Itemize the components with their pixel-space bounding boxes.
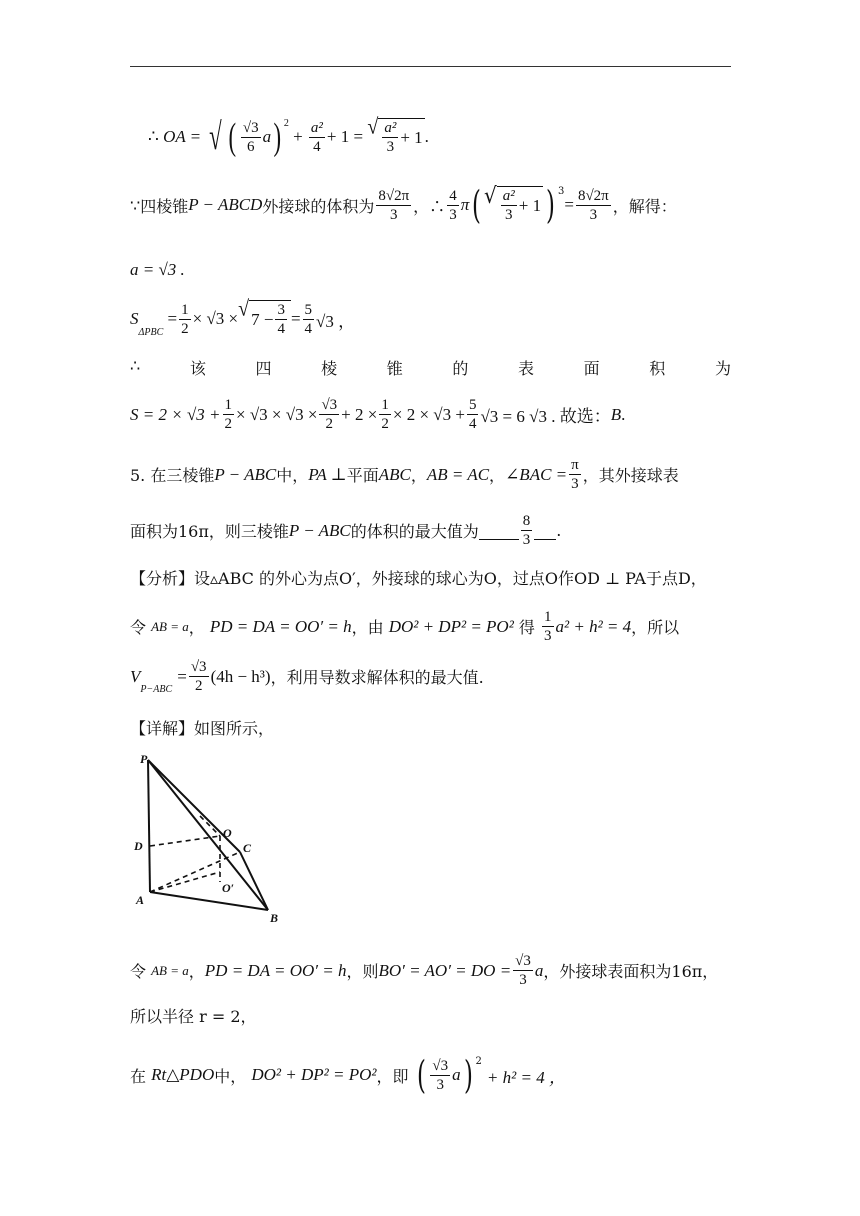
den: 3	[571, 476, 579, 492]
fraction	[576, 187, 611, 224]
text: 【分析】设▵ABC 的外心为点O′，外接球的球心为O，过点O作OD ⊥ PA于点D，	[130, 569, 707, 588]
answer: B	[610, 404, 622, 424]
exponent: 3	[557, 186, 565, 197]
label-a: A	[136, 893, 145, 907]
solid-edges	[148, 760, 268, 910]
den: 2	[381, 416, 389, 432]
label-p: P	[140, 752, 148, 766]
fraction	[179, 301, 191, 338]
word: 的	[452, 359, 469, 378]
pyramid-name: P − ABCD	[188, 195, 263, 214]
problem-5-line1	[130, 456, 679, 493]
den: 2	[325, 416, 334, 432]
math: + h² = 4 ，	[486, 1067, 566, 1087]
answer-fraction	[521, 512, 533, 549]
math: PD = DA = OO′ = h	[209, 616, 352, 636]
solution-a	[130, 260, 185, 280]
math: (4h − h³)	[210, 666, 271, 686]
edge-po	[200, 816, 220, 836]
header-rule	[130, 66, 731, 67]
num: 3	[277, 302, 285, 318]
math: AB = a	[151, 618, 189, 634]
fraction	[223, 396, 235, 433]
pythagoras-line: 在 Rt△PDO 中， DO² + DP² = PO² ，即 ( $\frac{√3}{3}$ a ) $^2$ + h² = 4 ，	[130, 1053, 566, 1097]
because-symbol: ∵	[130, 195, 141, 215]
fraction	[447, 187, 459, 224]
sqrt-symbol: √	[209, 116, 223, 158]
word: 棱	[321, 359, 338, 378]
paren-close: )	[546, 183, 556, 227]
equals: =	[167, 309, 178, 328]
equals: =	[564, 195, 574, 214]
text: S = 2 × √3 +	[130, 404, 221, 424]
math: PD = DA = OO′ = h	[204, 960, 347, 980]
text: 5. 在三棱锥	[130, 466, 215, 485]
den: 3	[519, 972, 527, 988]
therefore-symbol: ∴	[148, 127, 159, 146]
period: .	[556, 521, 562, 540]
text: 【详解】如图所示，	[130, 719, 275, 738]
math: a² + h² = 4	[555, 616, 632, 636]
text: 在	[130, 1066, 147, 1086]
text: ，	[410, 466, 427, 485]
plus-one: + 1	[326, 127, 350, 146]
math: AB = a	[151, 962, 189, 978]
den: 3	[544, 628, 552, 644]
fraction	[430, 1057, 450, 1094]
equals: =	[177, 666, 187, 686]
fraction	[379, 396, 391, 433]
fraction	[542, 608, 554, 645]
label-b: B	[270, 911, 279, 925]
paren-open: (	[416, 1053, 426, 1097]
num: a²	[310, 119, 323, 136]
word: 锥	[386, 359, 403, 378]
math: Rt△PDO	[151, 1065, 215, 1084]
text: ，其外接球表	[582, 466, 679, 485]
math: a	[452, 1065, 461, 1084]
area-pbc	[130, 297, 356, 338]
sqrt: √ 7 − $\frac{3}{4}$	[238, 300, 291, 338]
den: 3	[589, 206, 598, 223]
den: 4	[313, 138, 321, 155]
text: × √3 ×	[192, 309, 239, 328]
word: 积	[649, 359, 666, 378]
fraction	[309, 119, 325, 156]
text: ，所以	[631, 618, 680, 637]
text: 的体积的最大值为	[350, 522, 479, 541]
equation-oa: ∴ OA = √ ( $\frac{√3}{6}$ a ) $^2$ + $\frac{\text{a²}}{4}$ + 1 = √ $\frac{\text{a²}}{3}$ + 1 .	[148, 115, 429, 158]
text: 所以半径 r = 2，	[130, 1007, 257, 1026]
label-o: O	[223, 826, 232, 840]
pyramid-diagram	[130, 746, 290, 926]
math: DO² + DP² = PO²	[388, 616, 514, 636]
word: 为	[714, 359, 731, 378]
period: .	[424, 127, 429, 146]
text: ，	[188, 618, 205, 637]
num: 1	[224, 397, 232, 413]
den: 3	[436, 1076, 444, 1093]
volume-statement	[130, 181, 677, 227]
math: P − ABC	[288, 520, 351, 540]
num: 1	[544, 609, 552, 625]
var-s: S	[130, 309, 139, 328]
fraction	[376, 187, 411, 224]
text: √3 = 6 √3 . 故选：	[480, 407, 611, 426]
text: 令	[130, 962, 147, 981]
num: 8√2π	[378, 187, 410, 204]
analysis-line2	[130, 608, 679, 645]
text: ，外接球表面积为16π，	[543, 962, 719, 981]
text: 面积为16π，则三棱锥	[130, 522, 289, 541]
text: 四棱锥	[140, 196, 189, 216]
text: 外接球的体积为	[262, 196, 375, 216]
word: 表	[518, 359, 535, 378]
math: ∠BAC =	[505, 464, 568, 484]
text: + 2 ×	[341, 404, 378, 424]
text: 得	[518, 618, 535, 637]
text: 中，	[276, 466, 309, 485]
text: ，由	[351, 618, 384, 637]
num: 5	[468, 397, 477, 413]
oa-lhs: OA =	[163, 127, 202, 146]
word: 面	[583, 359, 600, 378]
text: × √3 × √3 ×	[236, 404, 318, 424]
num: 1	[381, 397, 389, 413]
den: 3	[522, 532, 531, 548]
text: × 2 × √3 +	[392, 404, 465, 424]
fraction	[241, 119, 261, 156]
text: 7 −	[251, 309, 274, 329]
math: BO′ = AO′ = DO =	[378, 960, 512, 980]
analysis-line1	[130, 566, 707, 589]
var-a: a	[262, 127, 272, 146]
math: DO² + DP² = PO²	[251, 1065, 377, 1084]
num: a²	[384, 120, 397, 136]
num: a²	[502, 188, 515, 204]
pi: π	[460, 195, 470, 214]
label-o-prime: O′	[222, 881, 235, 895]
text: a = √3 .	[130, 260, 185, 279]
subscript: P−ABC	[140, 684, 173, 695]
edge-ao	[150, 872, 220, 892]
word: 该	[189, 359, 206, 378]
text: ，∴	[413, 196, 446, 216]
edge-ab	[150, 892, 268, 910]
edge-pb	[148, 760, 268, 910]
label-d: D	[134, 839, 143, 853]
num: 8	[522, 513, 531, 529]
sqrt: √ $\frac{\text{a²}}{3}$ + 1	[367, 115, 423, 155]
text: ，则	[346, 962, 379, 981]
fraction	[569, 456, 581, 493]
word: 四	[255, 359, 272, 378]
equals: =	[290, 309, 301, 328]
text: ，	[188, 962, 205, 981]
plus-one: + 1	[400, 127, 423, 147]
math: PA ⊥	[308, 464, 347, 484]
detail-heading	[130, 716, 274, 739]
period: .	[621, 404, 626, 424]
text: ，即	[376, 1066, 409, 1086]
math: P − ABC	[214, 464, 277, 484]
num: 1	[181, 301, 189, 318]
num: 8√2π	[577, 187, 609, 204]
num: 5	[304, 301, 313, 318]
plus-one: + 1	[518, 195, 542, 215]
paren-close: )	[463, 1053, 473, 1097]
den: 4	[304, 320, 313, 337]
text: 平面	[346, 466, 379, 485]
fraction	[189, 658, 209, 695]
label-c: C	[243, 841, 252, 855]
edge-pa	[148, 760, 150, 892]
paren-open: (	[472, 183, 482, 227]
den: 3	[390, 206, 398, 223]
blank-right	[534, 521, 556, 540]
text: √3 ，	[316, 311, 356, 331]
detail-line1	[130, 952, 718, 989]
den: 4	[468, 416, 477, 432]
den: 6	[247, 138, 255, 155]
fraction	[513, 952, 533, 989]
surface-area	[130, 396, 625, 433]
den: 3	[386, 139, 395, 155]
justified-line	[130, 356, 731, 379]
fraction	[319, 396, 339, 433]
subscript: ΔPBC	[138, 327, 164, 338]
num: π	[571, 457, 579, 473]
paren-close: )	[273, 116, 282, 158]
var-v: V	[130, 666, 141, 686]
fraction	[382, 119, 398, 156]
den: 3	[449, 206, 457, 223]
radius-line	[130, 1004, 257, 1027]
text: 中，	[214, 1066, 247, 1086]
den: 2	[181, 320, 189, 337]
fraction	[467, 396, 479, 433]
math: ABC	[378, 464, 411, 484]
den: 4	[277, 321, 285, 337]
word: ∴	[130, 356, 141, 375]
equals: =	[353, 127, 364, 146]
problem-5-line2	[130, 512, 561, 549]
num: √3	[321, 397, 338, 413]
den: 2	[224, 416, 232, 432]
num: √3	[432, 1057, 449, 1074]
blank-left	[479, 521, 519, 540]
num: √3	[242, 119, 259, 136]
num: 4	[449, 187, 457, 204]
volume-formula	[130, 658, 484, 695]
text: ，利用导数求解体积的最大值.	[270, 668, 484, 687]
sqrt: √ $\frac{\text{a²}}{3}$ + 1	[484, 181, 542, 223]
num: √3	[515, 953, 531, 969]
den: 2	[194, 678, 203, 694]
text: ，	[489, 466, 506, 485]
math: a	[534, 960, 544, 980]
fraction	[303, 301, 315, 338]
den: 3	[505, 207, 513, 223]
fraction	[275, 301, 287, 338]
paren-open: (	[228, 116, 237, 158]
text: 令	[130, 618, 147, 637]
fraction	[501, 187, 517, 224]
num: √3	[190, 659, 207, 675]
text: ，解得：	[612, 196, 677, 216]
math: AB = AC	[426, 464, 490, 484]
